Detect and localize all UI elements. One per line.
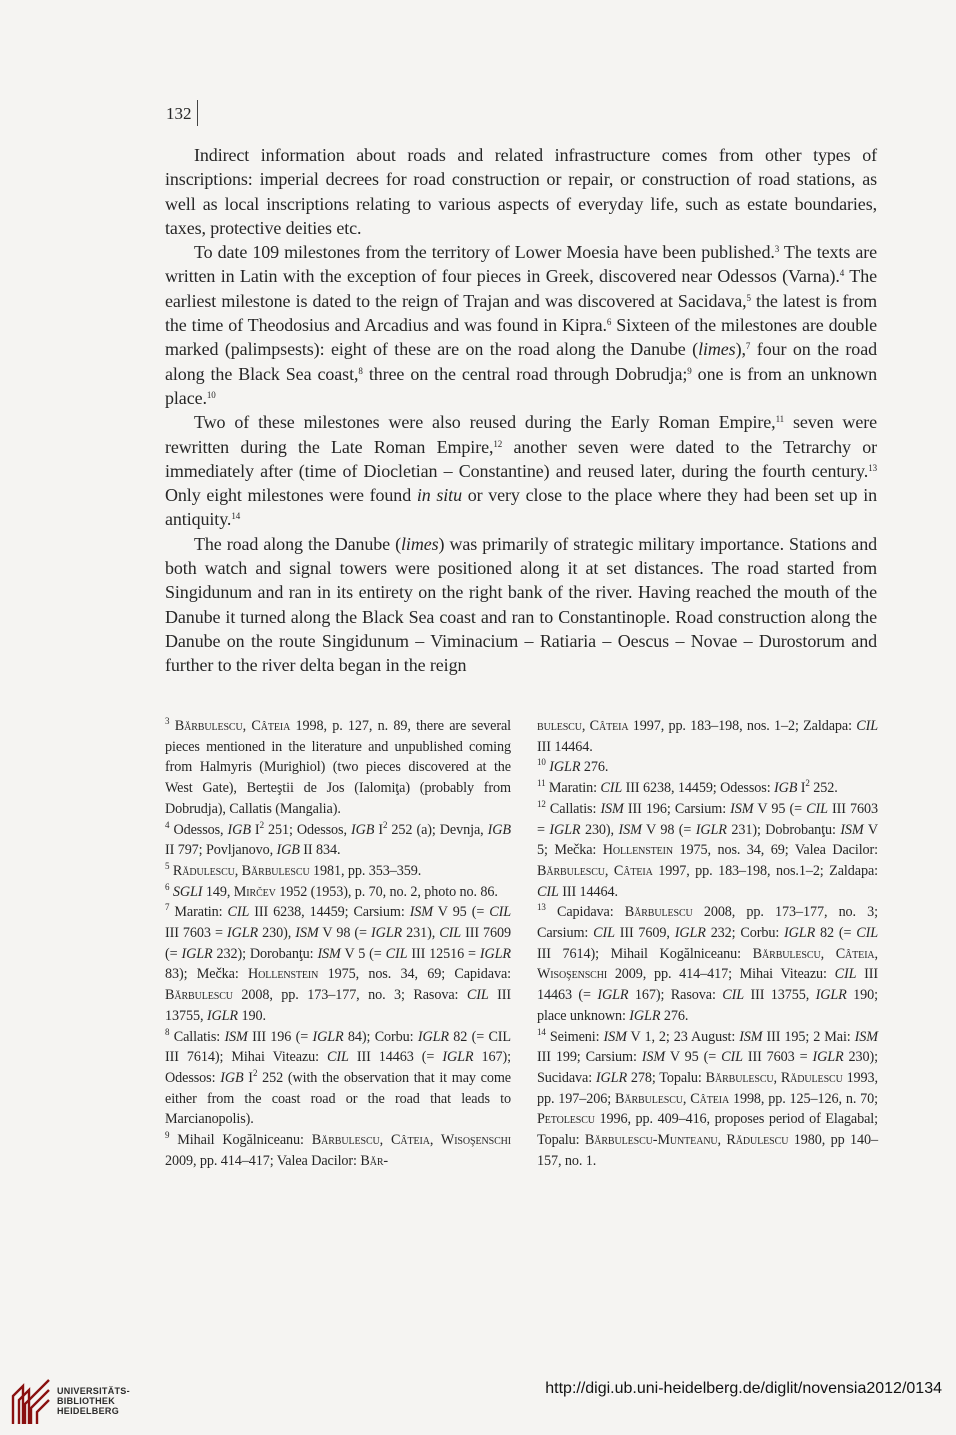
paragraph-1: Indirect information about roads and related infrastructure comes from other types of inscriptions: imperial decrees for road construction or repair, or construction of road stations, as well as local inscriptions relating to various aspects of everyday life, such as estate boundaries, taxes, protective deities etc. [165, 145, 877, 238]
library-logo-icon[interactable] [9, 1374, 53, 1426]
footnote-10: $^{10}$ IGLR 276. [537, 757, 609, 776]
paragraph-4: The road along the Danube (limes) was primarily of strategic military importance. Stations and both watch and signal towers were positioned along it at set distances. The road started from Singidunum and ran in its entirety on the right bank of the river. Having reached the mouth of the Danube it turned along the Black Sea coast and ran to Constantinople. Road construction along the Danube on the route Singidunum – Viminacium – Ratiaria – Oescus – Novae – Durostorum and further to the river delta began in the reign [165, 533, 877, 676]
footnote-8: $^8$ Callatis: ISM III 196 (= IGLR 84); Corbu: IGLR 82 (= CIL III 7614); Mihai Viteazu: CIL III 14463 (= IGLR 167); Odessos: IGB $I^2$ 252 (with the observation that it may come either from the coast road or the road that leads to Marcianopolis). [165, 1026, 511, 1128]
footnote-6: $^6$ SGLI 149, Mirčev 1952 (1953), p. 70, no. 2, photo no. 86. [165, 881, 498, 900]
footnote-11: $^{11}$ Maratin: CIL III 6238, 14459; Odessos: IGB $I^2$ 252. [537, 778, 838, 797]
footnote-ref: 8 [358, 365, 363, 376]
footnote-7: $^7$ Maratin: CIL III 6238, 14459; Carsium: ISM V 95 (= CIL III 7603 = IGLR 230), ISM V 98 (= IGLR 231), CIL III 7609 (= IGLR 232); Dorobanţu: ISM V 5 (= CIL III 12516 = IGLR 83); Mečka: Hollenstein 1975, nos. 34, 69; Capidava: Bărbulescu 2008, pp. 173–177, no. 3; Rasova: CIL III 13755, IGLR 190. [165, 902, 512, 1024]
footnote-ref: 13 [868, 462, 877, 473]
footnote-5: $^5$ Rădulescu, Bărbulescu 1981, pp. 353–359. [165, 860, 422, 879]
footnote-ref: 10 [206, 389, 216, 400]
main-text [165, 143, 877, 678]
footnotes-right-column [537, 716, 878, 1171]
library-name: UNIVERSITÄTS- BIBLIOTHEK HEIDELBERG [57, 1386, 130, 1416]
paragraph-2: To date 109 milestones from the territory of Lower Moesia have been published.$^3$ The texts are written in Latin with the exception of four pieces in Greek, discovered near Odessos (Varna).$^4$ The earliest milestone is dated to the reign of Trajan and was discovered at Sacidava,$^5$ the latest is from the time of Theodosius and Arcadius and was found in Kipra.$^6$ Sixteen of the milestones are double marked (palimpsests): eight of these are on the road along the Danube (limes),$^7$ four on the road along the Black Sea coast,$^8$ three on the central road through Dobrudja;$^9$ one is from an unknown place.$^{10}$ [165, 242, 878, 408]
footnote-14: $^{14}$ Seimeni: ISM V 1, 2; 23 August: ISM III 195; 2 Mai: ISM III 199; Carsium: ISM V 95 (= CIL III 7603 = IGLR 230); Sucidava: IGLR 278; Topalu: Bărbulescu, Rădulescu 1993, pp. 197–206; Bărbulescu, Câteia 1998, pp. 125–126, n. 70; Petolescu 1996, pp. 409–416, proposes period of Elagabal; Topalu: Bărbulescu-Munteanu, Rădulescu 1980, pp 140–157, no. 1. [537, 1026, 878, 1169]
page-number: 132 [166, 104, 192, 123]
footnote-ref: 14 [231, 511, 241, 522]
footnote-ref: 3 [774, 244, 780, 255]
footnote-ref: 9 [687, 365, 692, 376]
footnote-ref: 7 [745, 341, 751, 352]
footnote-9-continued: bulescu, Câteia 1997, pp. 183–198, nos. 1–2; Zaldapa: CIL III 14464. [537, 718, 878, 755]
source-url-link[interactable]: http://digi.ub.uni-heidelberg.de/diglit/novensia2012/0134 [545, 1380, 942, 1397]
footnote-ref: 5 [746, 292, 751, 303]
footnote-ref: 4 [839, 268, 845, 279]
footnote-3: $^3$ Bărbulescu, Câteia 1998, p. 127, n. 89, there are several pieces mentioned in the literature and unpublished coming from Halmyris (Murighiol) (two pieces discovered at the West Gate), Berteştii de Jos (Ialomiţa) (probably from Dobrudja), Callatis (Mangalia). [165, 716, 512, 817]
paragraph-3: Two of these milestones were also reused during the Early Roman Empire,$^{11}$ seven were rewritten during the Late Roman Empire,$^{12}$ another seven were dated to the Tetrarchy or immediately after (time of Diocletian – Constantine) and reused later, during the fourth century.$^{13}$ Only eight milestones were found in situ or very close to the place where they had been set up in antiquity.$^{14}$ [165, 412, 878, 530]
footnote-ref: 12 [493, 438, 503, 449]
footnote-4: $^4$ Odessos, IGB $I^2$ 251; Odessos, IGB $I^2$ 252 (a); Devnja, IGB II 797; Povljanovo, IGB II 834. [165, 819, 511, 859]
footnotes-left-column [165, 716, 511, 1171]
footnote-13: $^{13}$ Capidava: Bărbulescu 2008, pp. 173–177, no. 3; Carsium: CIL III 7609, IGLR 232; Corbu: IGLR 82 (= CIL III 7614); Mihail Kogălniceanu: Bărbulescu, Câteia, Wisoşenschi 2009, pp. 414–417; Mihai Viteazu: CIL III 14463 (= IGLR 167); Rasova: CIL III 13755, IGLR 190; place unknown: IGLR 276. [537, 902, 879, 1024]
footnote-12: $^{12}$ Callatis: ISM III 196; Carsium: ISM V 95 (= CIL III 7603 = IGLR 230), ISM V 98 (= IGLR 231); Dobrobanţu: ISM V 5; Mečka: Hollenstein 1975, nos. 34, 69; Valea Dacilor: Bărbulescu, Câteia 1997, pp. 183–198, nos.1–2; Zaldapa: CIL III 14464. [537, 798, 879, 900]
footnote-ref: 11 [775, 414, 785, 425]
page-number-rule [197, 100, 198, 126]
footnote-ref: 6 [606, 317, 612, 328]
footnote-9: $^9$ Mihail Kogălniceanu: Bărbulescu, Câteia, Wisoşenschi 2009, pp. 414–417; Valea Dacilor: Băr- [165, 1130, 511, 1169]
